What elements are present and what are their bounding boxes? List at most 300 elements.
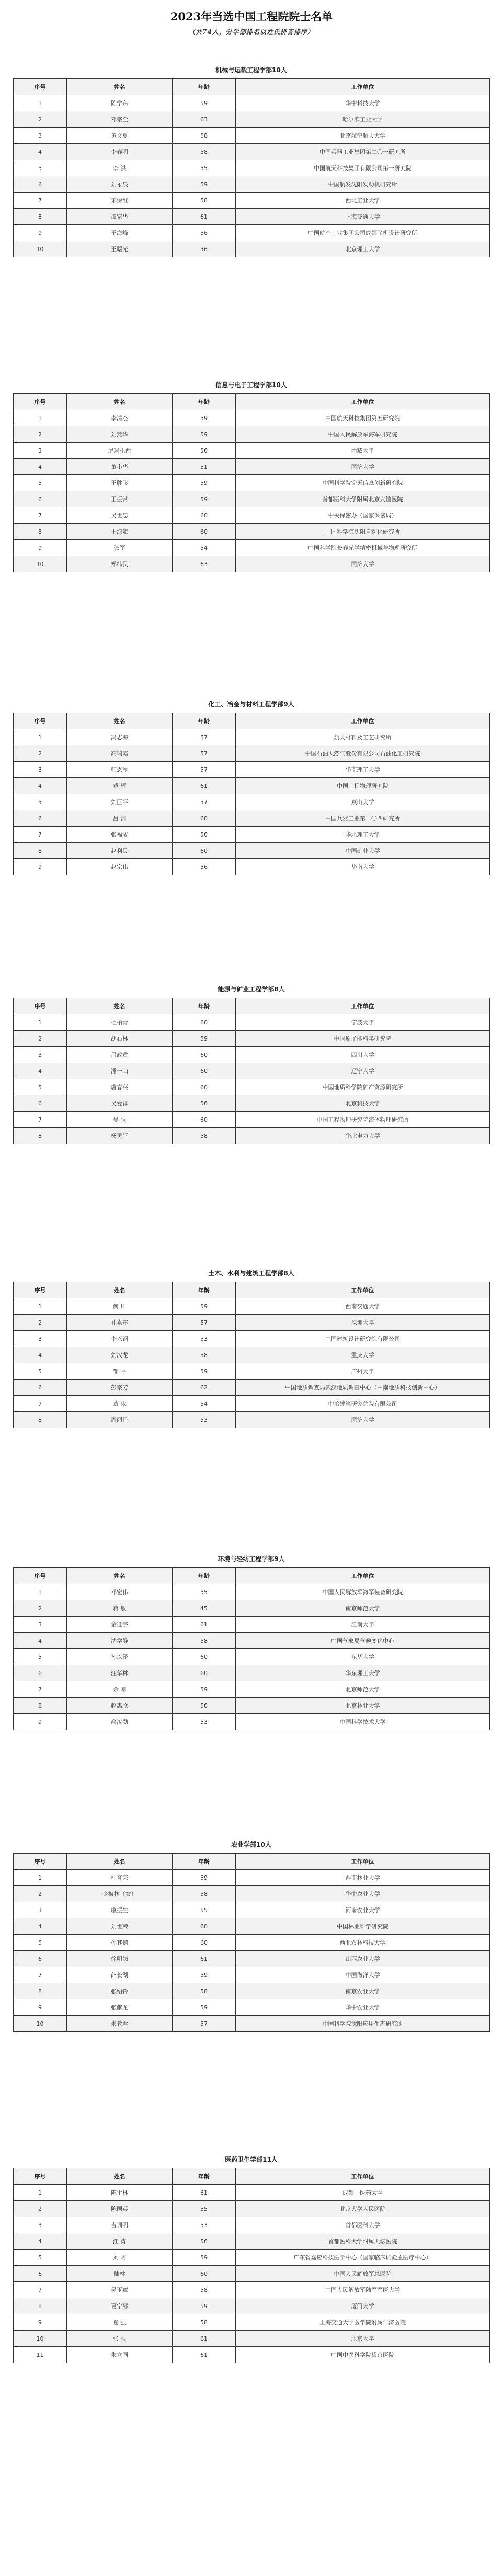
col-age-cell: 57 [173,794,236,810]
table-row [14,1095,490,1112]
header-col-age: 年龄 [173,2168,236,2185]
header-col-name: 姓名 [67,713,173,729]
col-name-cell: 孔嘉年 [67,1315,173,1331]
table-row [14,475,490,491]
col-institution-cell: 华中农业大学 [236,1886,490,1902]
col-name-cell: 康振生 [67,1902,173,1918]
col-age-cell: 63 [173,111,236,128]
header-col-index: 序号 [14,1282,67,1298]
col-institution-cell: 北京科技大学 [236,1095,490,1112]
col-age-cell: 59 [173,2298,236,2314]
col-age-cell: 53 [173,1714,236,1730]
col-index-cell: 2 [14,1600,67,1617]
col-name-cell: 夏宁邵 [67,2298,173,2314]
table-row [14,2298,490,2314]
section [13,981,489,1144]
col-index-cell: 6 [14,1095,67,1112]
col-name-cell: 孙其信 [67,1935,173,1951]
col-age-cell: 56 [173,1095,236,1112]
col-index-cell: 6 [14,1951,67,1967]
col-institution-cell: 河南农业大学 [236,1902,490,1918]
col-age-cell: 56 [173,241,236,257]
col-index-cell: 1 [14,1014,67,1031]
col-name-cell: 刘巨平 [67,794,173,810]
table-row [14,1412,490,1428]
col-name-cell: 张献龙 [67,1999,173,2016]
academician-table [13,1282,490,1428]
col-index-cell: 2 [14,1315,67,1331]
col-institution-cell: 南京农业大学 [236,1983,490,1999]
header-col-index: 序号 [14,713,67,729]
table-row [14,2185,490,2201]
col-age-cell: 55 [173,1902,236,1918]
table-row [14,241,490,257]
col-age-cell: 56 [173,225,236,241]
col-age-cell: 59 [173,410,236,426]
col-name-cell: 张绍铃 [67,1983,173,1999]
table-row [14,2282,490,2298]
col-index-cell: 4 [14,1063,67,1079]
table-row [14,1649,490,1665]
col-institution-cell: 中国科学院沈阳自动化研究所 [236,524,490,540]
col-institution-cell: 中国科学技术大学 [236,1714,490,1730]
col-institution-cell: 北京航空航天大学 [236,128,490,144]
col-institution-cell: 中冶建筑研究总院有限公司 [236,1396,490,1412]
header-col-age: 年龄 [173,1282,236,1298]
col-index-cell: 4 [14,2233,67,2250]
col-name-cell: 刘世荣 [67,1918,173,1935]
col-institution-cell: 西北农林科技大学 [236,1935,490,1951]
col-index-cell: 3 [14,128,67,144]
table-row [14,1347,490,1363]
table-row [14,459,490,475]
col-index-cell: 2 [14,2201,67,2217]
col-age-cell: 56 [173,443,236,459]
section [13,1551,489,1730]
col-institution-cell: 中国人民解放军陆军军医大学 [236,2282,490,2298]
col-age-cell: 62 [173,1380,236,1396]
col-institution-cell: 中国航空工业集团公司成都飞机设计研究所 [236,225,490,241]
col-name-cell: 刘汉龙 [67,1347,173,1363]
table-row [14,1617,490,1633]
table-row [14,128,490,144]
col-age-cell: 60 [173,1918,236,1935]
col-index-cell: 1 [14,2185,67,2201]
academician-table [13,393,490,572]
header-col-name: 姓名 [67,998,173,1014]
table-header-row [14,79,490,95]
section-title: 信息与电子工程学部10人 [215,381,287,389]
table-header-row [14,2168,490,2185]
section-title: 土木、水利与建筑工程学部8人 [208,1270,294,1277]
table-row [14,540,490,556]
col-index-cell: 4 [14,1633,67,1649]
table-header-row [14,1854,490,1870]
col-name-cell: 李春明 [67,144,173,160]
section [13,2151,489,2363]
col-age-cell: 60 [173,1063,236,1079]
header-col-age: 年龄 [173,79,236,95]
col-name-cell: 金梅林（女） [67,1886,173,1902]
col-age-cell: 61 [173,2185,236,2201]
col-index-cell: 6 [14,810,67,827]
table-row [14,1698,490,1714]
table-row [14,111,490,128]
table-row [14,556,490,572]
table-row [14,2331,490,2347]
col-age-cell: 60 [173,810,236,827]
table-row [14,443,490,459]
col-institution-cell: 北京理工大学 [236,241,490,257]
col-index-cell: 2 [14,426,67,443]
col-age-cell: 59 [173,426,236,443]
col-index-cell: 4 [14,144,67,160]
col-institution-cell: 山西农业大学 [236,1951,490,1967]
col-institution-cell: 北京林业大学 [236,1698,490,1714]
header-col-institution: 工作单位 [236,79,490,95]
table-header-row [14,394,490,410]
col-name-cell: 张军 [67,540,173,556]
header-col-age: 年龄 [173,1854,236,1870]
col-age-cell: 60 [173,1014,236,1031]
col-age-cell: 61 [173,2347,236,2363]
col-name-cell: 张福成 [67,827,173,843]
col-age-cell: 60 [173,524,236,540]
col-name-cell: 薛长湖 [67,1967,173,1983]
table-row [14,2347,490,2363]
table-row [14,193,490,209]
col-name-cell: 何 川 [67,1298,173,1315]
header-col-age: 年龄 [173,713,236,729]
section-title: 化工、冶金与材料工程学部9人 [208,701,294,708]
col-institution-cell: 北京师范大学 [236,1681,490,1698]
col-age-cell: 59 [173,2250,236,2266]
table-row [14,1600,490,1617]
col-institution-cell: 中国科学院沈阳应用生态研究所 [236,2016,490,2032]
page-title: 2023年当选中国工程院院士名单 [170,10,333,23]
academician-table [13,998,490,1144]
col-name-cell: 夏 强 [67,2314,173,2331]
col-name-cell: 金征宇 [67,1617,173,1633]
table-row [14,794,490,810]
academician-table [13,1567,490,1730]
col-index-cell: 2 [14,111,67,128]
table-row [14,160,490,176]
col-institution-cell: 华北电力大学 [236,1128,490,1144]
col-age-cell: 56 [173,2233,236,2250]
col-index-cell: 6 [14,176,67,193]
col-index-cell: 6 [14,491,67,507]
col-name-cell: 杨勇平 [67,1128,173,1144]
table-row [14,1380,490,1396]
col-name-cell: 周丽丹 [67,1412,173,1428]
col-age-cell: 63 [173,556,236,572]
header-col-name: 姓名 [67,1282,173,1298]
section [13,696,489,875]
col-index-cell: 5 [14,794,67,810]
col-index-cell: 3 [14,1617,67,1633]
col-index-cell: 7 [14,1112,67,1128]
col-institution-cell: 辽宁大学 [236,1063,490,1079]
col-institution-cell: 首都医科大学附属北京友谊医院 [236,491,490,507]
table-row [14,1396,490,1412]
col-age-cell: 59 [173,475,236,491]
header-col-index: 序号 [14,1568,67,1584]
col-name-cell: 王胜飞 [67,475,173,491]
table-row [14,1112,490,1128]
col-index-cell: 8 [14,209,67,225]
col-index-cell: 3 [14,1902,67,1918]
col-age-cell: 60 [173,1079,236,1095]
col-age-cell: 59 [173,1298,236,1315]
col-index-cell: 8 [14,843,67,859]
col-index-cell: 8 [14,1128,67,1144]
col-institution-cell: 华东理工大学 [236,1665,490,1681]
col-index-cell: 8 [14,1983,67,1999]
table-row [14,1983,490,1999]
col-index-cell: 10 [14,241,67,257]
section-title: 医药卫生学部11人 [225,2156,278,2163]
col-index-cell: 4 [14,1347,67,1363]
academician-table [13,2168,490,2363]
section-title: 能源与矿业工程学部8人 [218,986,285,993]
col-name-cell: 余 刚 [67,1681,173,1698]
col-age-cell: 57 [173,2016,236,2032]
col-age-cell: 56 [173,1698,236,1714]
col-institution-cell: 中国海洋大学 [236,1967,490,1983]
col-institution-cell: 中国矿业大学 [236,843,490,859]
col-index-cell: 10 [14,556,67,572]
col-name-cell: 邹 平 [67,1363,173,1380]
col-index-cell: 1 [14,1584,67,1600]
col-name-cell: 吕政黄 [67,1047,173,1063]
col-index-cell: 2 [14,745,67,762]
academician-table [13,78,490,257]
section-title: 环境与轻纺工程学部9人 [218,1555,285,1563]
table-row [14,762,490,778]
col-institution-cell: 中国科学院长春光学精密机械与物理研究所 [236,540,490,556]
col-institution-cell: 西南交通大学 [236,1298,490,1315]
col-institution-cell: 中国工程物理研究院 [236,778,490,794]
col-name-cell: 陆林 [67,2266,173,2282]
table-row [14,1031,490,1047]
table-row [14,827,490,843]
table-row [14,1363,490,1380]
col-name-cell: 陈士林 [67,2185,173,2201]
col-institution-cell: 燕山大学 [236,794,490,810]
col-age-cell: 56 [173,859,236,875]
col-age-cell: 58 [173,1347,236,1363]
col-institution-cell: 中国科学院空天信息创新研究院 [236,475,490,491]
table-row [14,745,490,762]
table-row [14,1315,490,1331]
table-row [14,778,490,794]
header-col-institution: 工作单位 [236,1854,490,1870]
col-age-cell: 60 [173,1665,236,1681]
table-row [14,225,490,241]
col-age-cell: 58 [173,1886,236,1902]
col-name-cell: 李兴钢 [67,1331,173,1347]
col-name-cell: 赵利民 [67,843,173,859]
table-row [14,95,490,111]
header-col-name: 姓名 [67,394,173,410]
col-age-cell: 58 [173,144,236,160]
table-row [14,1633,490,1649]
col-index-cell: 4 [14,459,67,475]
col-index-cell: 8 [14,2298,67,2314]
table-row [14,1063,490,1079]
col-index-cell: 5 [14,2250,67,2266]
header-col-institution: 工作单位 [236,713,490,729]
col-index-cell: 7 [14,1967,67,1983]
col-institution-cell: 厦门大学 [236,2298,490,2314]
col-name-cell: 刘 昭 [67,2250,173,2266]
col-institution-cell: 华南理工大学 [236,762,490,778]
col-index-cell: 1 [14,1298,67,1315]
col-age-cell: 60 [173,1047,236,1063]
col-age-cell: 45 [173,1600,236,1617]
section [13,377,489,572]
col-institution-cell: 江南大学 [236,1617,490,1633]
col-age-cell: 53 [173,2217,236,2233]
col-age-cell: 61 [173,2331,236,2347]
table-row [14,1128,490,1144]
table-row [14,176,490,193]
col-age-cell: 59 [173,1363,236,1380]
col-institution-cell: 重庆大学 [236,1347,490,1363]
table-row [14,1967,490,1983]
col-institution-cell: 同济大学 [236,556,490,572]
col-index-cell: 5 [14,1079,67,1095]
table-row [14,209,490,225]
col-institution-cell: 广东省嘉应科技医学中心（国家临床试验主医疗中心） [236,2250,490,2266]
header-col-age: 年龄 [173,394,236,410]
col-index-cell: 3 [14,1047,67,1063]
col-name-cell: 徐明岗 [67,1951,173,1967]
col-index-cell: 10 [14,2331,67,2347]
col-institution-cell: 华南大学 [236,859,490,875]
col-institution-cell: 中国兵器工业集团第二〇一研究所 [236,144,490,160]
col-name-cell: 蒋 敏 [67,1600,173,1617]
col-name-cell: 朱立国 [67,2347,173,2363]
col-age-cell: 59 [173,176,236,193]
col-index-cell: 2 [14,1886,67,1902]
col-institution-cell: 北京大学 [236,2331,490,2347]
col-index-cell: 6 [14,1380,67,1396]
col-institution-cell: 四川大学 [236,1047,490,1063]
col-institution-cell: 中国人民解放军总医院 [236,2266,490,2282]
col-index-cell: 7 [14,193,67,209]
col-institution-cell: 中国建筑设计研究院有限公司 [236,1331,490,1347]
col-institution-cell: 华北理工大学 [236,827,490,843]
col-institution-cell: 成都中医药大学 [236,2185,490,2201]
col-name-cell: 杜柏青 [67,1014,173,1031]
col-age-cell: 58 [173,2314,236,2331]
col-institution-cell: 北京大学人民医院 [236,2201,490,2217]
col-name-cell: 吴世忠 [67,507,173,524]
col-age-cell: 55 [173,160,236,176]
col-age-cell: 61 [173,1617,236,1633]
table-row [14,1870,490,1886]
col-name-cell: 王海峰 [67,225,173,241]
col-institution-cell: 同济大学 [236,1412,490,1428]
table-row [14,2266,490,2282]
col-name-cell: 俞汝勤 [67,1714,173,1730]
col-institution-cell: 首都医科大学附属天坛医院 [236,2233,490,2250]
col-institution-cell: 中国航发沈阳发动机研究所 [236,176,490,193]
col-institution-cell: 南京师范大学 [236,1600,490,1617]
table-row [14,1665,490,1681]
col-age-cell: 61 [173,1951,236,1967]
table-header-row [14,713,490,729]
col-index-cell: 9 [14,540,67,556]
header-col-institution: 工作单位 [236,2168,490,2185]
col-institution-cell: 哈尔滨工业大学 [236,111,490,128]
col-index-cell: 7 [14,827,67,843]
table-header-row [14,1282,490,1298]
col-name-cell: 李清杰 [67,410,173,426]
col-name-cell: 汪华林 [67,1665,173,1681]
col-name-cell: 邓宗全 [67,111,173,128]
table-row [14,1298,490,1315]
col-age-cell: 57 [173,729,236,745]
table-row [14,2233,490,2250]
col-age-cell: 58 [173,1983,236,1999]
col-name-cell: 彭宗芳 [67,1380,173,1396]
col-institution-cell: 中国气象局气候变化中心 [236,1633,490,1649]
section-title: 机械与运载工程学部10人 [215,66,287,74]
col-name-cell: 胡石林 [67,1031,173,1047]
col-index-cell: 3 [14,762,67,778]
col-institution-cell: 同济大学 [236,459,490,475]
table-header-row [14,1568,490,1584]
header-col-name: 姓名 [67,1568,173,1584]
col-index-cell: 5 [14,1649,67,1665]
col-institution-cell: 广州大学 [236,1363,490,1380]
col-age-cell: 59 [173,1031,236,1047]
table-row [14,1047,490,1063]
col-name-cell: 吕 剑 [67,810,173,827]
table-row [14,426,490,443]
section-title: 农业学部10人 [231,1841,271,1848]
section [13,62,489,257]
col-institution-cell: 宁波大学 [236,1014,490,1031]
section [13,1265,489,1428]
col-name-cell: 董 冰 [67,1396,173,1412]
col-name-cell: 王振常 [67,491,173,507]
table-row [14,729,490,745]
col-name-cell: 杜育来 [67,1870,173,1886]
col-age-cell: 60 [173,1935,236,1951]
col-index-cell: 7 [14,507,67,524]
col-institution-cell: 华中农业大学 [236,1999,490,2016]
table-row [14,810,490,827]
col-index-cell: 1 [14,1870,67,1886]
header-col-name: 姓名 [67,2168,173,2185]
col-age-cell: 60 [173,1112,236,1128]
col-index-cell: 7 [14,1396,67,1412]
section [13,1836,489,2032]
table-row [14,2217,490,2233]
academician-table [13,1853,490,2032]
col-index-cell: 10 [14,2016,67,2032]
table-row [14,410,490,426]
col-name-cell: 吉训明 [67,2217,173,2233]
col-index-cell: 4 [14,1918,67,1935]
col-age-cell: 59 [173,1999,236,2016]
col-name-cell: 吴爱祥 [67,1095,173,1112]
col-index-cell: 8 [14,524,67,540]
